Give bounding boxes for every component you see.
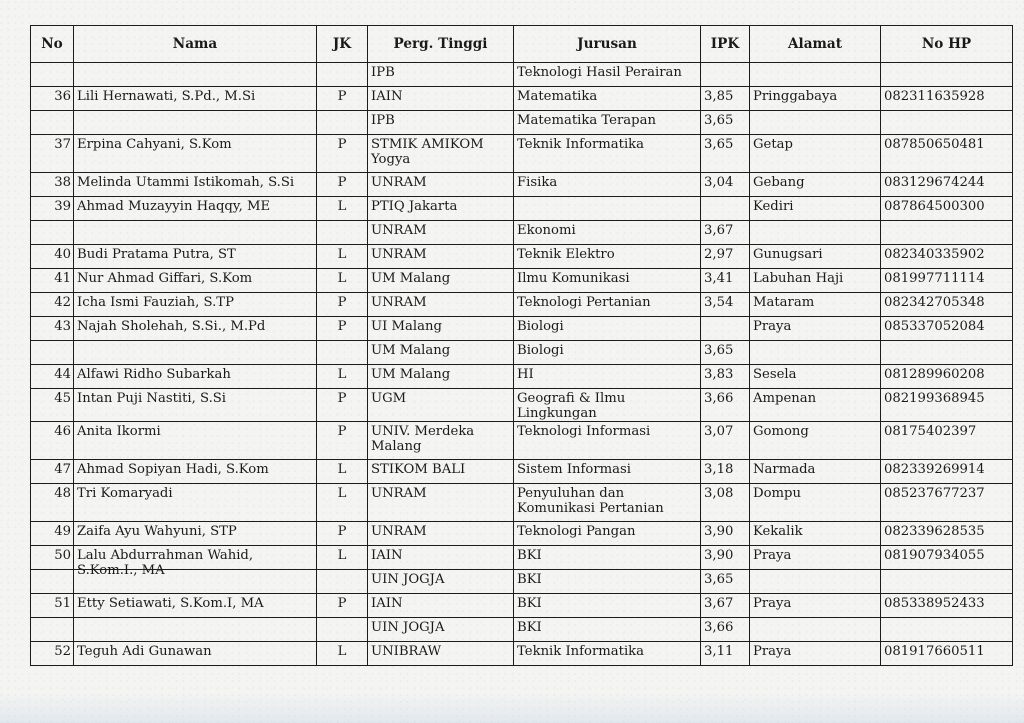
no-cell <box>31 341 74 365</box>
ipk-cell <box>701 63 750 87</box>
alamat-cell: Ampenan <box>750 389 881 422</box>
no-hp-cell <box>881 63 1013 87</box>
no-hp-cell: 08175402397 <box>881 422 1013 460</box>
alamat-cell: Narmada <box>750 460 881 484</box>
nama-text: Lalu Abdurrahman Wahid, S.Kom.I., MA <box>77 548 254 578</box>
perguruan-tinggi-cell: UIN JOGJA <box>368 618 514 642</box>
perguruan-tinggi-cell: STIKOM BALI <box>368 460 514 484</box>
perguruan-tinggi-cell: UNRAM <box>368 522 514 546</box>
jk-cell: L <box>317 269 368 293</box>
no-hp-cell <box>881 570 1013 594</box>
nama-cell: Ahmad Sopiyan Hadi, S.Kom <box>74 460 317 484</box>
table-row <box>31 570 1013 594</box>
nama-cell: Icha Ismi Fauziah, S.TP <box>74 293 317 317</box>
no-cell: 40 <box>31 245 74 269</box>
perguruan-tinggi-cell: UM Malang <box>368 365 514 389</box>
jurusan-cell: Geografi & Ilmu Lingkungan <box>514 389 701 422</box>
nama-cell <box>74 546 317 578</box>
jk-cell <box>317 570 368 594</box>
alamat-cell: Getap <box>750 135 881 173</box>
no-hp-cell: 081917660511 <box>881 642 1013 666</box>
alamat-cell <box>750 341 881 365</box>
nama-cell: Tri Komaryadi <box>74 484 317 522</box>
jk-cell: L <box>317 197 368 221</box>
jurusan-cell: Ekonomi <box>514 221 701 245</box>
table-row <box>31 111 1013 135</box>
jurusan-cell: Fisika <box>514 173 701 197</box>
no-hp-cell: 082339628535 <box>881 522 1013 546</box>
no-cell: 47 <box>31 460 74 484</box>
no-hp-cell: 082340335902 <box>881 245 1013 269</box>
no-cell: 45 <box>31 389 74 422</box>
table-row <box>31 618 1013 642</box>
no-cell: 52 <box>31 642 74 666</box>
jurusan-cell: BKI <box>514 570 701 594</box>
perguruan-tinggi-cell: UM Malang <box>368 269 514 293</box>
alamat-cell <box>750 63 881 87</box>
jurusan-cell: Teknologi Hasil Perairan <box>514 63 701 87</box>
perguruan-tinggi-cell: IPB <box>368 63 514 87</box>
nama-cell <box>74 618 317 642</box>
jk-cell <box>317 111 368 135</box>
jurusan-cell: Matematika <box>514 87 701 111</box>
nama-cell <box>74 63 317 87</box>
no-cell: 49 <box>31 522 74 546</box>
jurusan-cell: Teknologi Pertanian <box>514 293 701 317</box>
nama-cell: Teguh Adi Gunawan <box>74 642 317 666</box>
ipk-cell: 3,67 <box>701 594 750 618</box>
no-cell: 36 <box>31 87 74 111</box>
nama-cell: Erpina Cahyani, S.Kom <box>74 135 317 173</box>
header-alamat: Alamat <box>750 26 881 63</box>
perguruan-tinggi-cell: UNRAM <box>368 173 514 197</box>
table-row <box>31 63 1013 87</box>
header-row <box>31 26 1013 63</box>
nama-cell: Melinda Utammi Istikomah, S.Si <box>74 173 317 197</box>
jk-cell: P <box>317 317 368 341</box>
table-row <box>31 642 1013 666</box>
table-row <box>31 197 1013 221</box>
alamat-cell: Kediri <box>750 197 881 221</box>
perguruan-tinggi-cell: UNRAM <box>368 484 514 522</box>
no-hp-cell <box>881 111 1013 135</box>
perguruan-tinggi-cell: UNRAM <box>368 293 514 317</box>
nama-cell: Zaifa Ayu Wahyuni, STP <box>74 522 317 546</box>
no-hp-cell: 081907934055 <box>881 546 1013 570</box>
no-cell: 51 <box>31 594 74 618</box>
jk-cell <box>317 63 368 87</box>
jurusan-cell: Teknologi Pangan <box>514 522 701 546</box>
perguruan-tinggi-cell: STMIK AMIKOM Yogya <box>368 135 514 173</box>
ipk-cell <box>701 197 750 221</box>
nama-cell: Anita Ikormi <box>74 422 317 460</box>
jk-cell <box>317 618 368 642</box>
alamat-cell <box>750 111 881 135</box>
ipk-cell: 3,83 <box>701 365 750 389</box>
no-hp-cell: 085337052084 <box>881 317 1013 341</box>
nama-cell <box>74 111 317 135</box>
no-hp-cell: 085338952433 <box>881 594 1013 618</box>
no-cell: 48 <box>31 484 74 522</box>
ipk-cell: 3,08 <box>701 484 750 522</box>
alamat-cell: Praya <box>750 317 881 341</box>
nama-cell: Lili Hernawati, S.Pd., M.Si <box>74 87 317 111</box>
ipk-cell: 3,65 <box>701 135 750 173</box>
no-cell <box>31 111 74 135</box>
ipk-cell: 3,66 <box>701 389 750 422</box>
jk-cell: P <box>317 293 368 317</box>
jk-cell: P <box>317 594 368 618</box>
no-hp-cell <box>881 341 1013 365</box>
scan-edge-tint <box>0 693 1024 723</box>
perguruan-tinggi-cell: UNIV. Merdeka Malang <box>368 422 514 460</box>
nama-cell: Najah Sholehah, S.Si., M.Pd <box>74 317 317 341</box>
header-ipk: IPK <box>701 26 750 63</box>
ipk-cell: 3,85 <box>701 87 750 111</box>
table-row <box>31 173 1013 197</box>
no-cell: 41 <box>31 269 74 293</box>
jurusan-cell: Ilmu Komunikasi <box>514 269 701 293</box>
no-hp-cell: 082342705348 <box>881 293 1013 317</box>
perguruan-tinggi-cell: PTIQ Jakarta <box>368 197 514 221</box>
no-hp-cell <box>881 618 1013 642</box>
perguruan-tinggi-cell: UNRAM <box>368 221 514 245</box>
perguruan-tinggi-cell: UIN JOGJA <box>368 570 514 594</box>
table-row <box>31 221 1013 245</box>
jurusan-cell: Teknik Informatika <box>514 135 701 173</box>
jk-cell: P <box>317 135 368 173</box>
alamat-cell: Gebang <box>750 173 881 197</box>
ipk-cell: 3,18 <box>701 460 750 484</box>
alamat-cell: Dompu <box>750 484 881 522</box>
perguruan-tinggi-cell: UM Malang <box>368 341 514 365</box>
table-row <box>31 135 1013 173</box>
no-cell: 38 <box>31 173 74 197</box>
jurusan-cell: HI <box>514 365 701 389</box>
ipk-cell: 3,65 <box>701 341 750 365</box>
perguruan-tinggi-cell: UGM <box>368 389 514 422</box>
table-row <box>31 87 1013 111</box>
alamat-cell <box>750 570 881 594</box>
nama-cell: Ahmad Muzayyin Haqqy, ME <box>74 197 317 221</box>
table-body <box>31 63 1013 666</box>
jk-cell: L <box>317 484 368 522</box>
alamat-cell: Praya <box>750 642 881 666</box>
table-row <box>31 269 1013 293</box>
nama-cell: Nur Ahmad Giffari, S.Kom <box>74 269 317 293</box>
no-hp-cell: 083129674244 <box>881 173 1013 197</box>
no-hp-cell: 081289960208 <box>881 365 1013 389</box>
alamat-cell: Praya <box>750 594 881 618</box>
no-cell <box>31 618 74 642</box>
jurusan-cell: Biologi <box>514 317 701 341</box>
no-cell: 44 <box>31 365 74 389</box>
jk-cell: P <box>317 389 368 422</box>
no-cell <box>31 570 74 594</box>
ipk-cell: 3,65 <box>701 111 750 135</box>
header-no: No <box>31 26 74 63</box>
nama-cell: Intan Puji Nastiti, S.Si <box>74 389 317 422</box>
ipk-cell: 3,67 <box>701 221 750 245</box>
jurusan-cell: BKI <box>514 594 701 618</box>
alamat-cell: Sesela <box>750 365 881 389</box>
no-cell <box>31 221 74 245</box>
alamat-cell: Gunugsari <box>750 245 881 269</box>
ipk-cell: 3,04 <box>701 173 750 197</box>
table-row <box>31 245 1013 269</box>
jurusan-cell: Teknik Elektro <box>514 245 701 269</box>
no-hp-cell: 082339269914 <box>881 460 1013 484</box>
jk-cell <box>317 341 368 365</box>
no-hp-cell <box>881 221 1013 245</box>
jurusan-cell: Penyuluhan dan Komunikasi Pertanian <box>514 484 701 522</box>
header-no-hp: No HP <box>881 26 1013 63</box>
jk-cell: L <box>317 460 368 484</box>
perguruan-tinggi-cell: IAIN <box>368 594 514 618</box>
jurusan-cell: Teknik Informatika <box>514 642 701 666</box>
table-row <box>31 422 1013 460</box>
ipk-cell: 3,11 <box>701 642 750 666</box>
table-row <box>31 365 1013 389</box>
perguruan-tinggi-cell: UI Malang <box>368 317 514 341</box>
table-row <box>31 594 1013 618</box>
no-cell: 37 <box>31 135 74 173</box>
no-hp-cell: 082311635928 <box>881 87 1013 111</box>
alamat-cell <box>750 618 881 642</box>
ipk-cell: 3,54 <box>701 293 750 317</box>
table-row <box>31 460 1013 484</box>
ipk-cell: 2,97 <box>701 245 750 269</box>
no-hp-cell: 081997711114 <box>881 269 1013 293</box>
no-hp-cell: 087850650481 <box>881 135 1013 173</box>
no-cell: 50 <box>31 546 74 570</box>
table-row <box>31 317 1013 341</box>
table-row <box>31 484 1013 522</box>
no-hp-cell: 085237677237 <box>881 484 1013 522</box>
jk-cell <box>317 221 368 245</box>
no-cell: 46 <box>31 422 74 460</box>
jurusan-cell: BKI <box>514 546 701 570</box>
jk-cell: P <box>317 422 368 460</box>
ipk-cell: 3,90 <box>701 522 750 546</box>
jurusan-cell: Sistem Informasi <box>514 460 701 484</box>
nama-cell: Etty Setiawati, S.Kom.I, MA <box>74 594 317 618</box>
header-jk: JK <box>317 26 368 63</box>
header-nama: Nama <box>74 26 317 63</box>
ipk-cell: 3,90 <box>701 546 750 570</box>
perguruan-tinggi-cell: UNRAM <box>368 245 514 269</box>
table-row <box>31 293 1013 317</box>
no-cell: 43 <box>31 317 74 341</box>
alamat-cell <box>750 221 881 245</box>
header-perguruan-tinggi: Perg. Tinggi <box>368 26 514 63</box>
ipk-cell: 3,65 <box>701 570 750 594</box>
nama-cell: Alfawi Ridho Subarkah <box>74 365 317 389</box>
alamat-cell: Gomong <box>750 422 881 460</box>
perguruan-tinggi-cell: UNIBRAW <box>368 642 514 666</box>
table-row <box>31 546 1013 570</box>
no-cell: 42 <box>31 293 74 317</box>
jurusan-cell: BKI <box>514 618 701 642</box>
ipk-cell <box>701 317 750 341</box>
jurusan-cell: Teknologi Informasi <box>514 422 701 460</box>
jurusan-cell: Matematika Terapan <box>514 111 701 135</box>
perguruan-tinggi-cell: IPB <box>368 111 514 135</box>
jurusan-cell: Biologi <box>514 341 701 365</box>
nama-cell <box>74 221 317 245</box>
no-hp-cell: 082199368945 <box>881 389 1013 422</box>
table-row <box>31 522 1013 546</box>
table-row <box>31 341 1013 365</box>
jk-cell: P <box>317 87 368 111</box>
no-cell <box>31 63 74 87</box>
ipk-cell: 3,66 <box>701 618 750 642</box>
header-jurusan: Jurusan <box>514 26 701 63</box>
no-hp-cell: 087864500300 <box>881 197 1013 221</box>
table-row <box>31 389 1013 422</box>
jk-cell: P <box>317 522 368 546</box>
nama-cell <box>74 341 317 365</box>
nama-cell: Budi Pratama Putra, ST <box>74 245 317 269</box>
perguruan-tinggi-cell: IAIN <box>368 546 514 570</box>
jk-cell: L <box>317 546 368 570</box>
alamat-cell: Mataram <box>750 293 881 317</box>
jk-cell: L <box>317 365 368 389</box>
alamat-cell: Labuhan Haji <box>750 269 881 293</box>
jk-cell: L <box>317 245 368 269</box>
jk-cell: L <box>317 642 368 666</box>
ipk-cell: 3,41 <box>701 269 750 293</box>
data-table <box>30 25 1013 666</box>
ipk-cell: 3,07 <box>701 422 750 460</box>
perguruan-tinggi-cell: IAIN <box>368 87 514 111</box>
jurusan-cell <box>514 197 701 221</box>
alamat-cell: Kekalik <box>750 522 881 546</box>
alamat-cell: Praya <box>750 546 881 570</box>
alamat-cell: Pringgabaya <box>750 87 881 111</box>
no-cell: 39 <box>31 197 74 221</box>
jk-cell: P <box>317 173 368 197</box>
